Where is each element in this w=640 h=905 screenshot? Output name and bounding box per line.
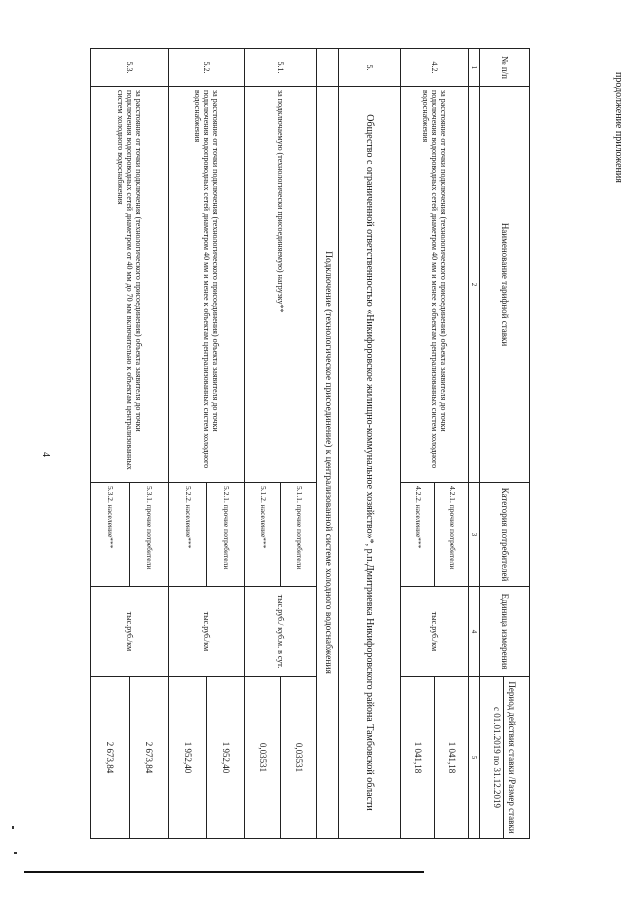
- rate-value: 2 673,84: [90, 677, 129, 839]
- org-name: Общество с ограниченной ответственностью «Никифоровское жилищно-коммунальное хозяйство»*, р.п.Дмитриевка Никифоровского района Тамбовской области: [338, 87, 400, 839]
- unit: тыс.руб./км: [90, 587, 168, 677]
- table-row: [434, 49, 468, 839]
- header-name: Наименование тарифной ставки: [480, 87, 530, 483]
- unit: тыс.руб./км: [400, 587, 468, 677]
- rate-value: 0,03531: [244, 677, 280, 839]
- row-number: 5.1.: [244, 49, 316, 87]
- section-title: Подключение (технологическое присоединение) к централизованной системе холодного водоснабжения: [316, 87, 338, 839]
- header-unit: Единица измерения: [480, 587, 530, 677]
- scan-rule-line: [24, 871, 424, 873]
- consumer-category: 5.2.2. население***: [168, 483, 206, 587]
- column-index-row: [468, 49, 479, 839]
- row-name: за расстояние от точки подключения (технологического присоединения) объекта заявителя до точки подключения водопроводных сетей диаметром от 40 мм до 70 мм включительно к объектам централизованных систем холодного водоснабжения: [90, 87, 168, 483]
- section-spacer: [316, 49, 338, 87]
- scan-mark: [14, 852, 17, 854]
- rate-value: 1 041,18: [434, 677, 468, 839]
- header-category: Категория потребителей: [480, 483, 530, 587]
- unit: тыс.руб./км: [168, 587, 244, 677]
- section-row: [316, 49, 338, 839]
- column-index: 1: [468, 49, 479, 87]
- rate-value: 2 673,84: [129, 677, 168, 839]
- column-index: 5: [468, 677, 479, 839]
- consumer-category: 4.2.1. прочие потребители: [434, 483, 468, 587]
- consumer-category: 5.1.2. население***: [244, 483, 280, 587]
- header-num: № п/п: [480, 49, 530, 87]
- consumer-category: 4.2.2. население***: [400, 483, 434, 587]
- organization-row: [338, 49, 400, 839]
- header-period-range: с 01.01.2019 по 31.12.2019: [492, 677, 504, 838]
- consumer-category: 5.3.2. население***: [90, 483, 129, 587]
- page-number: 4: [40, 452, 51, 457]
- rate-value: 1 952,40: [168, 677, 206, 839]
- tariff-table-sheet: [90, 48, 530, 838]
- table-row: [280, 49, 316, 839]
- scan-mark: [12, 826, 14, 829]
- tariff-table: [90, 48, 530, 839]
- table-row: [129, 49, 168, 839]
- org-number: 5.: [338, 49, 400, 87]
- column-index: 4: [468, 587, 479, 677]
- table-header-row: [480, 49, 530, 839]
- row-name: за расстояние от точки подключения (технологического присоединения) объекта заявителя до точки подключения водопроводных сетей диаметром 40 мм и менее к объектам централизованных систем холодного водоснабжения: [400, 87, 468, 483]
- header-period: [480, 677, 530, 839]
- rate-value: 1 041,18: [400, 677, 434, 839]
- rate-value: 0,03531: [280, 677, 316, 839]
- row-name: за подключаемую (технологически присоединяемую) нагрузку**: [244, 87, 316, 483]
- rate-value: 1 952,40: [206, 677, 244, 839]
- row-number: 4.2.: [400, 49, 468, 87]
- column-index: 3: [468, 483, 479, 587]
- consumer-category: 5.1.1. прочие потребители: [280, 483, 316, 587]
- row-number: 5.2.: [168, 49, 244, 87]
- row-number: 5.3.: [90, 49, 168, 87]
- consumer-category: 5.3.1. прочие потребители: [129, 483, 168, 587]
- row-name: за расстояние от точки подключения (технологического присоединения) объекта заявителя до точки подключения водопроводных сетей диаметром 40 мм и менее к объектам централизованных систем холодного водоснабжения: [168, 87, 244, 483]
- header-period-title: Период действия ставки /Размер ставки: [506, 681, 517, 834]
- column-index: 2: [468, 87, 479, 483]
- table-row: [206, 49, 244, 839]
- continuation-note: продолжение приложения: [613, 72, 624, 183]
- unit: тыс.руб./ куб.м. в сут.: [244, 587, 316, 677]
- consumer-category: 5.2.1. прочие потребители: [206, 483, 244, 587]
